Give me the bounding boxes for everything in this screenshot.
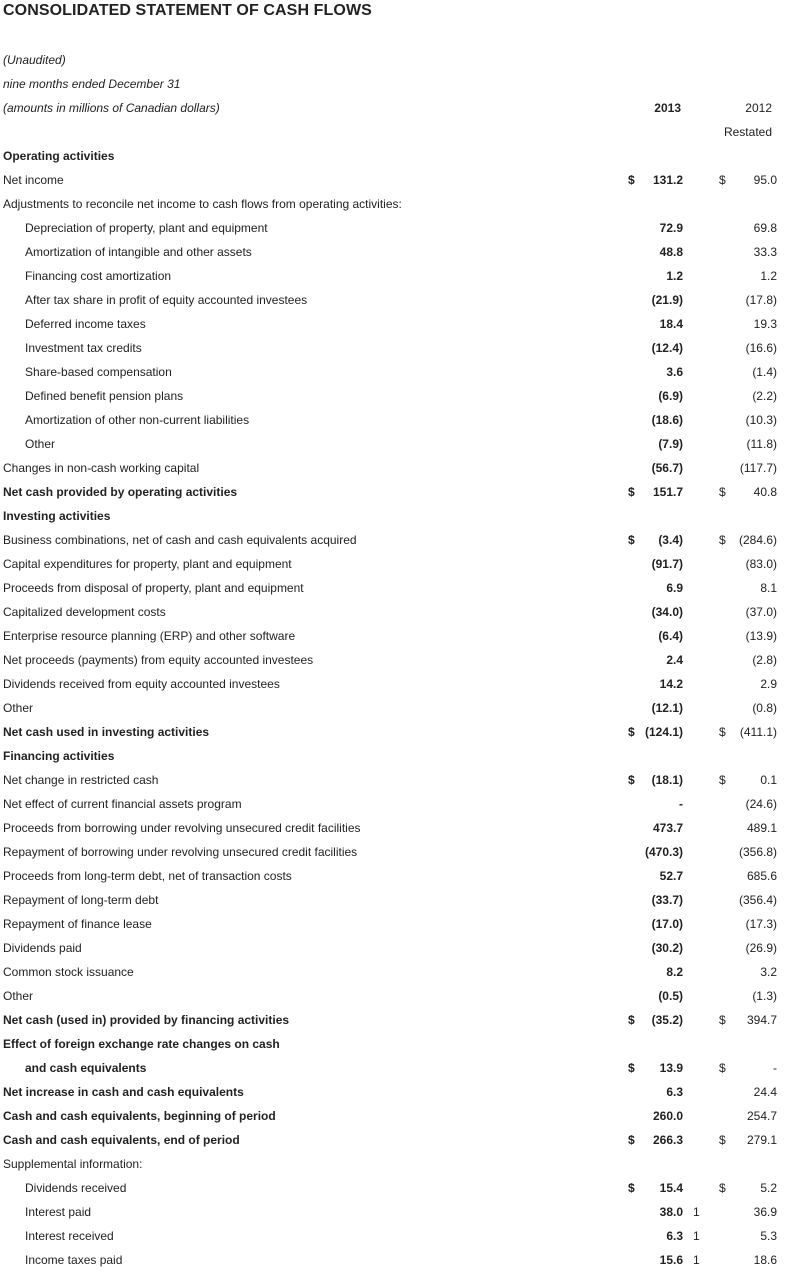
table-row (0, 1104, 786, 1128)
value-2013: 151.7 (652, 485, 683, 499)
row-label: Cash and cash equivalents, beginning of period (3, 1109, 276, 1123)
value-2012: (2.2) (752, 389, 777, 403)
value-2013: (470.3) (644, 845, 683, 859)
value-2013: 15.6 (659, 1253, 683, 1267)
table-row (0, 720, 786, 744)
value-2013: 266.3 (652, 1133, 683, 1147)
value-2013: (7.9) (658, 437, 683, 451)
currency-symbol-2013: $ (628, 773, 635, 787)
value-2013: 6.3 (666, 1085, 683, 1099)
value-2012: 3.2 (760, 965, 777, 979)
cash-flow-table (0, 144, 786, 1272)
value-2013: (35.2) (651, 1013, 683, 1027)
value-2013: 8.2 (666, 965, 683, 979)
value-2013: 52.7 (659, 869, 683, 883)
row-label: Effect of foreign exchange rate changes on cash (3, 1037, 280, 1051)
row-label: Operating activities (3, 149, 115, 163)
row-label: Other (3, 701, 34, 715)
currency-symbol-2012: $ (719, 773, 726, 787)
row-label: Defined benefit pension plans (25, 389, 184, 403)
value-2012: (2.8) (752, 653, 777, 667)
value-2012: (11.8) (746, 437, 777, 451)
table-row (0, 696, 786, 720)
row-label: Cash and cash equivalents, end of period (3, 1133, 240, 1147)
value-2013: (12.1) (651, 701, 683, 715)
statement-title: CONSOLIDATED STATEMENT OF CASH FLOWS (3, 2, 372, 19)
value-2012: (0.8) (752, 701, 777, 715)
value-2012: (356.4) (738, 893, 777, 907)
table-row (0, 888, 786, 912)
table-row (0, 576, 786, 600)
value-2013: - (679, 797, 683, 811)
value-2013: (34.0) (651, 605, 683, 619)
value-2012: (83.0) (745, 557, 777, 571)
value-2013: (17.0) (651, 917, 683, 931)
value-2013: (33.7) (651, 893, 683, 907)
row-label: Financing cost amortization (25, 269, 172, 283)
currency-symbol-2013: $ (628, 485, 635, 499)
value-2013: (6.9) (658, 389, 683, 403)
table-row (0, 480, 786, 504)
row-label: Supplemental information: (3, 1157, 143, 1171)
value-2013: 260.0 (652, 1109, 683, 1123)
value-2012: 69.8 (753, 221, 777, 235)
currency-symbol-2012: $ (719, 1181, 726, 1195)
value-2013: (18.6) (651, 413, 683, 427)
footnote-marker: 1 (693, 1205, 700, 1219)
table-row (0, 600, 786, 624)
value-2012: (24.6) (745, 797, 777, 811)
row-label: Net income (3, 173, 64, 187)
table-row (0, 192, 786, 216)
row-label: Proceeds from borrowing under revolving unsecured credit facilities (3, 821, 361, 835)
value-2013: 72.9 (659, 221, 683, 235)
row-label: Capital expenditures for property, plant and equipment (3, 557, 292, 571)
value-2012: 95.0 (753, 173, 777, 187)
table-row (0, 456, 786, 480)
value-2013: 15.4 (659, 1181, 683, 1195)
row-label: Repayment of borrowing under revolving unsecured credit facilities (3, 845, 358, 859)
value-2012: 24.4 (753, 1085, 777, 1099)
value-2012: (13.9) (745, 629, 777, 643)
table-row (0, 648, 786, 672)
row-label: Income taxes paid (25, 1253, 123, 1267)
table-row (0, 1152, 786, 1176)
value-2013: (124.1) (644, 725, 683, 739)
value-2012: 8.1 (760, 581, 777, 595)
value-2013: (56.7) (651, 461, 683, 475)
table-row (0, 168, 786, 192)
value-2012: 40.8 (753, 485, 777, 499)
value-2013: 6.9 (666, 581, 683, 595)
value-2013: (3.4) (658, 533, 683, 547)
table-row (0, 936, 786, 960)
footnote-marker: 1 (693, 1229, 700, 1243)
currency-symbol-2012: $ (719, 725, 726, 739)
row-label: Other (25, 437, 56, 451)
footnote-marker: 1 (693, 1253, 700, 1267)
table-row (0, 240, 786, 264)
value-2013: (12.4) (651, 341, 683, 355)
currency-symbol-2013: $ (628, 533, 635, 547)
value-2013: 38.0 (659, 1205, 683, 1219)
table-row (0, 264, 786, 288)
currency-symbol-2012: $ (719, 173, 726, 187)
value-2012: 685.6 (746, 869, 777, 883)
value-2012: 1.2 (760, 269, 777, 283)
value-2013: 13.9 (659, 1061, 683, 1075)
row-label: Changes in non-cash working capital (3, 461, 200, 475)
table-row (0, 1080, 786, 1104)
row-label: Proceeds from long-term debt, net of transaction costs (3, 869, 292, 883)
value-2013: (91.7) (651, 557, 683, 571)
row-label: Amortization of intangible and other assets (25, 245, 252, 259)
table-row (0, 1248, 786, 1272)
currency-symbol-2012: $ (719, 485, 726, 499)
table-row (0, 768, 786, 792)
row-label: Dividends paid (3, 941, 82, 955)
value-2013: 131.2 (652, 173, 683, 187)
value-2013: 1.2 (666, 269, 683, 283)
value-2012: 0.1 (760, 773, 777, 787)
row-label: Net cash (used in) provided by financing activities (3, 1013, 290, 1027)
row-label: Net proceeds (payments) from equity accounted investees (3, 653, 314, 667)
table-row (0, 1176, 786, 1200)
value-2013: (18.1) (651, 773, 683, 787)
value-2013: 18.4 (659, 317, 683, 331)
table-row (0, 336, 786, 360)
value-2012: 5.3 (760, 1229, 777, 1243)
table-row (0, 672, 786, 696)
value-2012: (10.3) (745, 413, 777, 427)
table-row (0, 312, 786, 336)
value-2012: (1.3) (752, 989, 777, 1003)
currency-symbol-2012: $ (719, 1013, 726, 1027)
value-2012: 394.7 (746, 1013, 777, 1027)
row-label: Deferred income taxes (25, 317, 146, 331)
row-label: Net cash used in investing activities (3, 725, 210, 739)
currency-symbol-2012: $ (719, 1061, 726, 1075)
value-2012: (26.9) (745, 941, 777, 955)
value-2013: (21.9) (651, 293, 683, 307)
row-label: Investment tax credits (25, 341, 142, 355)
table-row (0, 552, 786, 576)
value-2012: 33.3 (753, 245, 777, 259)
value-2012: 279.1 (746, 1133, 777, 1147)
value-2013: 2.4 (666, 653, 683, 667)
table-row (0, 984, 786, 1008)
table-row (0, 504, 786, 528)
value-2013: 14.2 (659, 677, 683, 691)
row-label: Dividends received from equity accounted investees (3, 677, 280, 691)
value-2012: 2.9 (760, 677, 777, 691)
value-2012: (37.0) (745, 605, 777, 619)
table-row (0, 360, 786, 384)
row-label: Financing activities (3, 749, 115, 763)
value-2013: (30.2) (651, 941, 683, 955)
column-header-restated: Restated (723, 125, 772, 139)
table-row (0, 840, 786, 864)
value-2012: (284.6) (738, 533, 777, 547)
table-row (0, 288, 786, 312)
row-label: and cash equivalents (25, 1061, 147, 1075)
table-row (0, 384, 786, 408)
value-2013: 6.3 (666, 1229, 683, 1243)
table-row (0, 1032, 786, 1056)
table-row (0, 408, 786, 432)
table-row (0, 624, 786, 648)
currency-symbol-2013: $ (628, 173, 635, 187)
table-row (0, 528, 786, 552)
table-row (0, 1224, 786, 1248)
row-label: Dividends received (25, 1181, 127, 1195)
value-2013: 473.7 (652, 821, 683, 835)
table-row (0, 216, 786, 240)
row-label: Adjustments to reconcile net income to cash flows from operating activities: (3, 197, 402, 211)
row-label: Depreciation of property, plant and equipment (25, 221, 268, 235)
value-2012: (356.8) (738, 845, 777, 859)
period-note: nine months ended December 31 (3, 77, 181, 91)
currency-symbol-2013: $ (628, 1061, 635, 1075)
table-row (0, 1056, 786, 1080)
currency-symbol-2013: $ (628, 1181, 635, 1195)
currency-symbol-2013: $ (628, 1133, 635, 1147)
row-label: Net change in restricted cash (3, 773, 159, 787)
value-2013: (0.5) (658, 989, 683, 1003)
row-label: Net effect of current financial assets program (3, 797, 242, 811)
row-label: Capitalized development costs (3, 605, 166, 619)
currency-symbol-2012: $ (719, 533, 726, 547)
value-2012: (411.1) (739, 725, 777, 739)
table-row (0, 1200, 786, 1224)
row-label: Business combinations, net of cash and cash equivalents acquired (3, 533, 357, 547)
table-row (0, 1128, 786, 1152)
value-2013: (6.4) (658, 629, 683, 643)
value-2012: (17.3) (745, 917, 777, 931)
row-label: Interest received (25, 1229, 114, 1243)
value-2012: (16.6) (745, 341, 777, 355)
row-label: Amortization of other non-current liabilities (25, 413, 250, 427)
row-label: Repayment of finance lease (3, 917, 152, 931)
table-row (0, 432, 786, 456)
table-row (0, 864, 786, 888)
table-row (0, 144, 786, 168)
value-2012: 254.7 (746, 1109, 777, 1123)
currency-symbol-2013: $ (628, 1013, 635, 1027)
table-row (0, 744, 786, 768)
value-2012: - (773, 1061, 777, 1075)
table-row (0, 816, 786, 840)
row-label: After tax share in profit of equity accounted investees (25, 293, 308, 307)
row-label: Repayment of long-term debt (3, 893, 159, 907)
column-header-2013: 2013 (654, 101, 681, 115)
value-2012: 5.2 (760, 1181, 777, 1195)
currency-symbol-2012: $ (719, 1133, 726, 1147)
value-2012: 18.6 (753, 1253, 777, 1267)
value-2012: 19.3 (753, 317, 777, 331)
currency-symbol-2013: $ (628, 725, 635, 739)
row-label: Net cash provided by operating activities (3, 485, 238, 499)
value-2013: 3.6 (666, 365, 683, 379)
row-label: Investing activities (3, 509, 111, 523)
column-header-2012: 2012 (745, 101, 772, 115)
unaudited-note: (Unaudited) (3, 53, 66, 67)
row-label: Enterprise resource planning (ERP) and other software (3, 629, 296, 643)
value-2012: 36.9 (753, 1205, 777, 1219)
table-row (0, 1008, 786, 1032)
value-2013: 48.8 (659, 245, 683, 259)
row-label: Share-based compensation (25, 365, 172, 379)
row-label: Common stock issuance (3, 965, 134, 979)
table-row (0, 792, 786, 816)
table-row (0, 912, 786, 936)
value-2012: (1.4) (752, 365, 777, 379)
value-2012: (117.7) (739, 461, 777, 475)
table-row (0, 960, 786, 984)
row-label: Interest paid (25, 1205, 92, 1219)
row-label: Proceeds from disposal of property, plant and equipment (3, 581, 304, 595)
value-2012: 489.1 (746, 821, 777, 835)
row-label: Net increase in cash and cash equivalents (3, 1085, 244, 1099)
units-note: (amounts in millions of Canadian dollars) (3, 101, 220, 115)
row-label: Other (3, 989, 34, 1003)
value-2012: (17.8) (745, 293, 777, 307)
